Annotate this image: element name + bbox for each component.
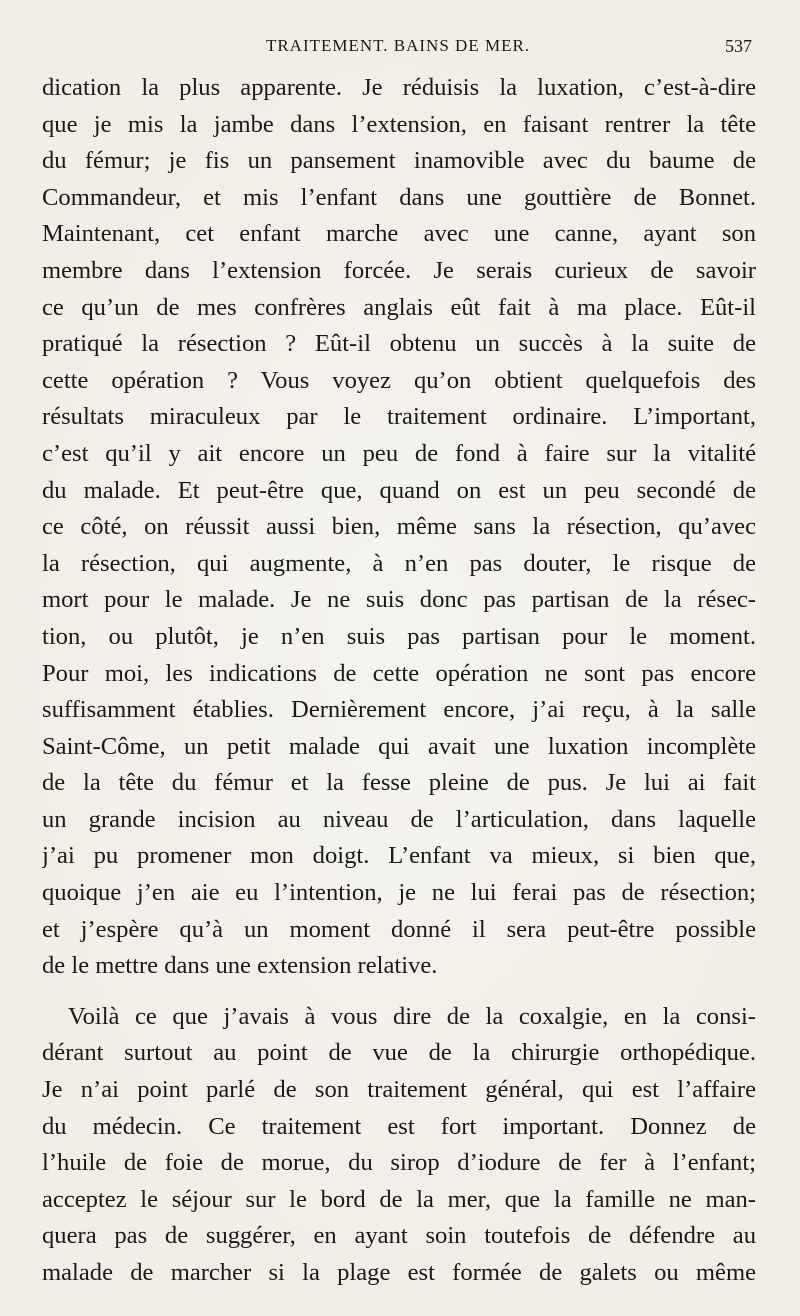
text-line: c’est qu’il y ait encore un peu de fond à faire sur la vitalité (42, 439, 756, 467)
text-line: membre dans l’extension forcée. Je serais curieux de savoir (42, 256, 756, 284)
text-line: Maintenant, cet enfant marche avec une canne, ayant son (42, 220, 756, 248)
text-line: malade de marcher si la plage est formée de galets ou même (42, 1259, 756, 1286)
text-line: résultats miraculeux par le traitement ordinaire. L’important, (42, 403, 756, 431)
page-number: 537 (725, 36, 752, 56)
text-line: mort pour le malade. Je ne suis donc pas partisan de la résec- (42, 586, 756, 614)
page-header (42, 34, 754, 62)
paragraph-2 (42, 999, 756, 1292)
running-head: TRAITEMENT. BAINS DE MER. (265, 36, 531, 55)
text-line: cette opération ? Vous voyez qu’on obtient quelquefois des (42, 366, 756, 394)
text-line: un grande incision au niveau de l’articulation, dans laquelle (42, 805, 756, 833)
text-line: ce qu’un de mes confrères anglais eût fait à ma place. Eût-il (42, 293, 756, 321)
text-line: suffisamment établies. Dernièrement encore, j’ai reçu, à la salle (42, 696, 756, 724)
text-line: acceptez le séjour sur le bord de la mer, que la famille ne man- (42, 1185, 756, 1213)
text-line: Saint-Côme, un petit malade qui avait une luxation incomplète (42, 732, 756, 760)
text-line: que je mis la jambe dans l’extension, en faisant rentrer la tête (42, 110, 756, 138)
text-line: Commandeur, et mis l’enfant dans une gouttière de Bonnet. (42, 183, 756, 211)
text-line: de la tête du fémur et la fesse pleine de pus. Je lui ai fait (42, 769, 756, 797)
text-line: pratiqué la résection ? Eût-il obtenu un succès à la suite de (42, 330, 756, 358)
text-line: quoique j’en aie eu l’intention, je ne lui ferai pas de résection; (42, 879, 756, 907)
text-line-indented: Voilà ce que j’avais à vous dire de la coxalgie, en la consi- (68, 1002, 756, 1030)
text-line: du fémur; je fis un pansement inamovible avec du baume de (42, 147, 756, 175)
text-line: Pour moi, les indications de cette opération ne sont pas encore (42, 659, 756, 687)
text-line: et j’espère qu’à un moment donné il sera peut-être possible (42, 915, 756, 943)
body-text (42, 70, 756, 1292)
text-line: l’huile de foie de morue, du sirop d’iodure de fer à l’enfant; (42, 1149, 756, 1177)
text-line: du malade. Et peut-être que, quand on est un peu secondé de (42, 476, 756, 504)
text-line: la résection, qui augmente, à n’en pas douter, le risque de (42, 549, 756, 577)
text-line: quera pas de suggérer, en ayant soin toutefois de défendre au (42, 1222, 756, 1250)
text-line: j’ai pu promener mon doigt. L’enfant va mieux, si bien que, (42, 842, 756, 870)
text-line-last: de le mettre dans une extension relative. (42, 952, 438, 980)
text-line: tion, ou plutôt, je n’en suis pas partisan pour le moment. (42, 622, 756, 650)
text-line: Je n’ai point parlé de son traitement général, qui est l’affaire (42, 1076, 756, 1104)
paragraph-1 (42, 70, 756, 985)
paragraph-gap (42, 985, 756, 999)
text-line: du médecin. Ce traitement est fort important. Donnez de (42, 1112, 756, 1140)
text-line: ce côté, on réussit aussi bien, même sans la résection, qu’avec (42, 513, 756, 541)
text-line: dérant surtout au point de vue de la chirurgie orthopédique. (42, 1039, 756, 1067)
text-line: dication la plus apparente. Je réduisis la luxation, c’est-à-dire (42, 74, 756, 101)
